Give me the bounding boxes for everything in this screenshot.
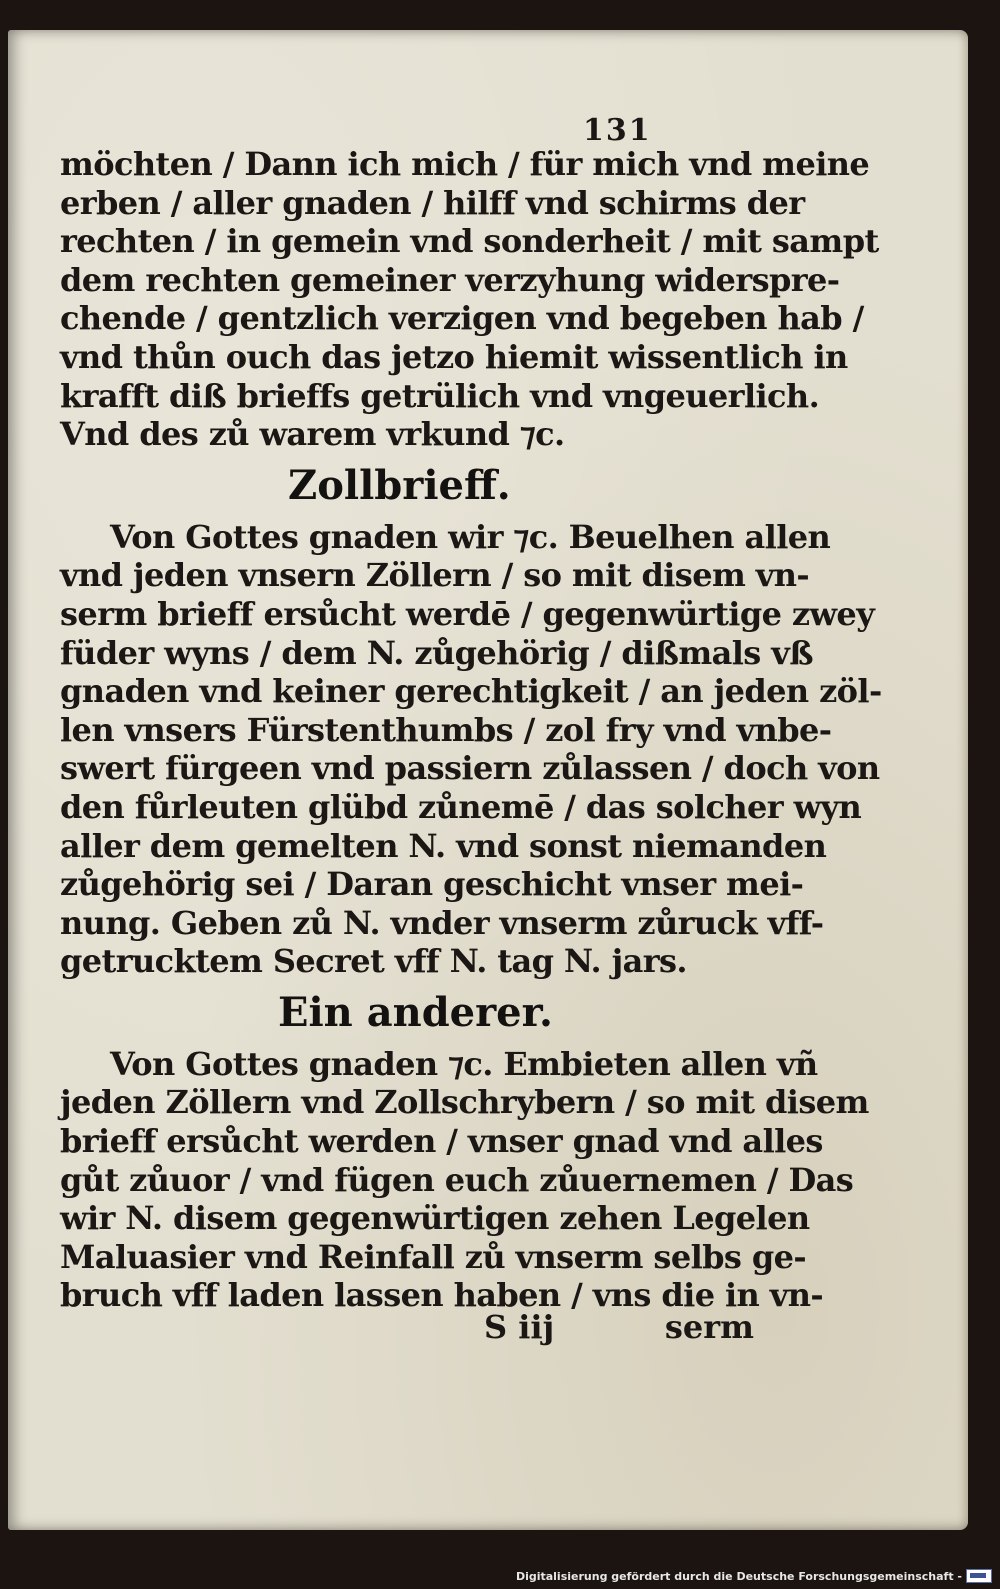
text-line: Von Gottes gnaden ⁊c. Embieten allen vñ bbox=[110, 1044, 818, 1083]
catchword: serm bbox=[664, 1308, 754, 1346]
text-line: den fůrleuten glübd zůnemē / das solcher wyn bbox=[60, 787, 862, 826]
paragraph-2 bbox=[60, 517, 882, 981]
text-line: rechten / in gemein vnd sonderheit / mit sampt bbox=[60, 222, 879, 261]
text-line: gnaden vnd keiner gerechtigkeit / an jeden zöl- bbox=[60, 672, 882, 711]
section-heading-zollbrieff: Zollbrieff. bbox=[288, 461, 511, 509]
text-line: dem rechten gemeiner verzyhung widerspre- bbox=[60, 260, 840, 299]
text-line: gůt zůuor / vnd fügen euch zůuernemen / Das bbox=[60, 1160, 854, 1199]
signature-mark: S iij bbox=[484, 1308, 555, 1346]
dfg-logo-icon bbox=[966, 1569, 992, 1583]
page-number: 131 bbox=[583, 113, 652, 148]
text-line: erben / aller gnaden / hilff vnd schirms der bbox=[60, 183, 805, 222]
text-line: Vnd des zů warem vrkund ⁊c. bbox=[60, 415, 565, 454]
text-line: aller dem gemelten N. vnd sonst niemanden bbox=[60, 826, 827, 865]
section-heading-ein-anderer: Ein anderer. bbox=[278, 988, 553, 1036]
page-foot bbox=[484, 1308, 754, 1346]
text-line: möchten / Dann ich mich / für mich vnd meine bbox=[60, 145, 870, 183]
footer-text: Digitalisierung gefördert durch die Deutsche Forschungsgemeinschaft - bbox=[515, 1569, 962, 1583]
text-line: len vnsers Fürstenthumbs / zol fry vnd vnbe- bbox=[60, 710, 832, 749]
text-line: Maluasier vnd Reinfall zů vnserm selbs ge- bbox=[60, 1237, 807, 1276]
text-line: zůgehörig sei / Daran geschicht vnser mei- bbox=[60, 865, 804, 904]
book-page bbox=[8, 30, 968, 1530]
text-block bbox=[60, 145, 882, 1315]
text-line: nung. Geben zů N. vnder vnserm zůruck vff- bbox=[60, 903, 824, 942]
text-line: vnd thůn ouch das jetzo hiemit wissentlich in bbox=[60, 337, 848, 376]
text-line: krafft diß brieffs getrülich vnd vngeuerlich. bbox=[60, 376, 820, 415]
digitization-footer bbox=[516, 1567, 992, 1585]
text-line: jeden Zöllern vnd Zollschrybern / so mit disem bbox=[60, 1083, 869, 1122]
text-line: chende / gentzlich verzigen vnd begeben hab / bbox=[60, 299, 864, 338]
paragraph-1 bbox=[60, 145, 879, 454]
text-line: bruch vff laden lassen haben / vns die in vn- bbox=[60, 1276, 824, 1315]
text-line: vnd jeden vnsern Zöllern / so mit disem vn- bbox=[60, 556, 810, 595]
text-line: getrucktem Secret vff N. tag N. jars. bbox=[60, 942, 687, 981]
text-line: wir N. disem gegenwürtigen zehen Legelen bbox=[60, 1199, 810, 1238]
text-line: füder wyns / dem N. zůgehörig / dißmals vß bbox=[60, 633, 813, 672]
text-line: swert fürgeen vnd passiern zůlassen / doch von bbox=[60, 749, 880, 788]
text-line: serm brieff ersůcht werdē / gegenwürtige zwey bbox=[60, 594, 875, 633]
paragraph-3 bbox=[60, 1044, 869, 1315]
text-line: brieff ersůcht werden / vnser gnad vnd alles bbox=[60, 1122, 823, 1161]
text-line: Von Gottes gnaden wir ⁊c. Beuelhen allen bbox=[110, 517, 831, 556]
